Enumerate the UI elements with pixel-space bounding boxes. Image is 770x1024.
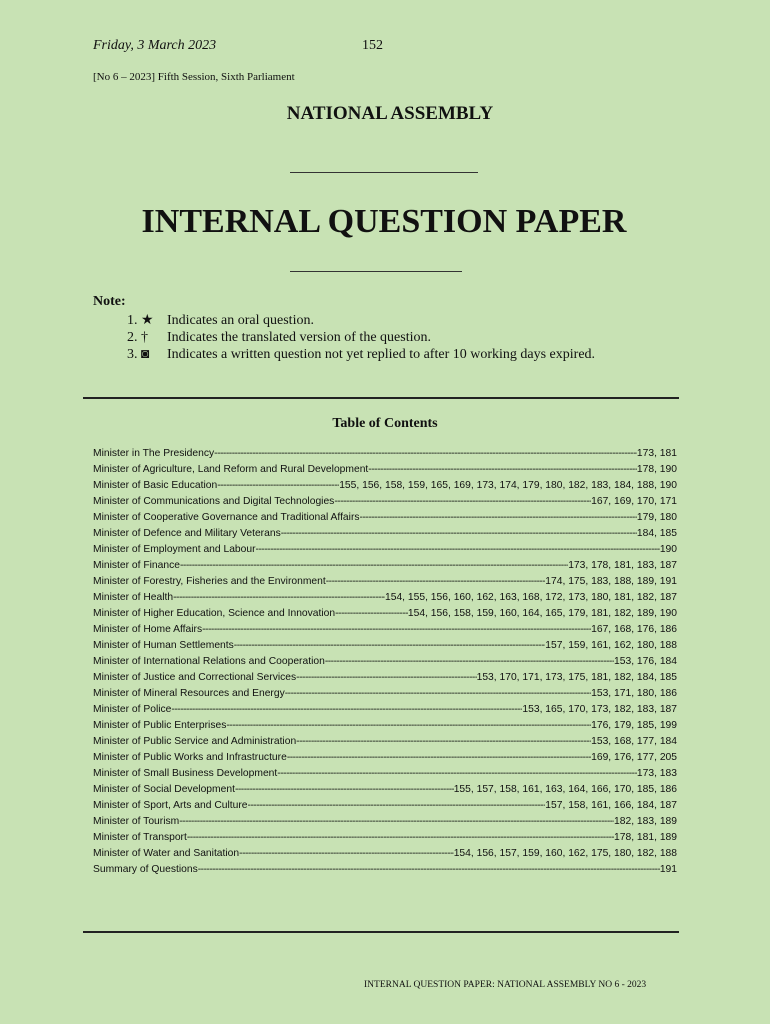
toc-entry-name: Minister of Agriculture, Land Reform and Rural Development <box>93 464 369 475</box>
page-title: INTERNAL QUESTION PAPER <box>141 203 627 240</box>
leader-dots <box>226 718 591 734</box>
toc-entry-pages: 153, 176, 184 <box>614 656 677 667</box>
leader-dots <box>171 702 522 718</box>
leader-dots <box>281 526 637 542</box>
note-item-oral <box>127 312 314 329</box>
leader-dots <box>248 798 546 814</box>
leader-dots <box>326 574 546 590</box>
divider <box>290 271 462 272</box>
divider <box>290 172 478 173</box>
toc-entry-name: Minister of Defence and Military Veterans <box>93 528 281 539</box>
toc-entry-name: Minister of Employment and Labour <box>93 544 256 555</box>
toc-entry-name: Minister of Health <box>93 592 174 603</box>
note-label: Note: <box>93 294 126 309</box>
divider <box>83 931 679 933</box>
toc-entry-pages: 153, 165, 170, 173, 182, 183, 187 <box>522 704 677 715</box>
toc-entry-name: Minister of Higher Education, Science and Innovation <box>93 608 336 619</box>
toc-entry-name: Minister of Tourism <box>93 816 180 827</box>
note-text: Indicates the translated version of the question. <box>167 330 431 345</box>
toc-entry[interactable] <box>93 862 677 878</box>
page-number: 152 <box>362 38 383 53</box>
toc-entry[interactable] <box>93 750 677 766</box>
session-label: [No 6 – 2023] Fifth Session, Sixth Parliament <box>93 71 295 83</box>
leader-dots <box>256 542 660 558</box>
leader-dots <box>214 446 637 462</box>
toc-entry[interactable] <box>93 622 677 638</box>
toc-entry[interactable] <box>93 766 677 782</box>
leader-dots <box>239 846 454 862</box>
toc-entry[interactable] <box>93 686 677 702</box>
toc-entry[interactable] <box>93 734 677 750</box>
page-footer: INTERNAL QUESTION PAPER: NATIONAL ASSEMBLY NO 6 - 2023 <box>364 980 647 990</box>
leader-dots <box>173 590 385 606</box>
leader-dots <box>234 638 546 654</box>
leader-dots <box>277 766 637 782</box>
note-text: Indicates a written question not yet replied to after 10 working days expired. <box>167 347 596 362</box>
toc-entry[interactable] <box>93 718 677 734</box>
leader-dots <box>179 814 614 830</box>
note-item-unanswered <box>127 347 595 363</box>
toc-entry[interactable] <box>93 526 677 542</box>
toc-entry-name: Minister of International Relations and Cooperation <box>93 656 325 667</box>
toc-entry-pages: 154, 156, 158, 159, 160, 164, 165, 179, 181, 182, 189, 190 <box>407 608 677 619</box>
leader-dots <box>296 734 591 750</box>
header-date: Friday, 3 March 2023 <box>93 38 217 53</box>
leader-dots <box>202 622 591 638</box>
toc-entry-name: Minister in The Presidency <box>93 448 215 459</box>
assembly-heading: NATIONAL ASSEMBLY <box>286 103 494 124</box>
toc-entry-name: Minister of Basic Education <box>93 480 218 491</box>
toc-entry-pages: 173, 183 <box>636 768 677 779</box>
leader-dots <box>217 478 339 494</box>
toc-entry-name: Minister of Justice and Correctional Services <box>93 672 297 683</box>
toc-entry-name: Minister of Human Settlements <box>93 640 234 651</box>
table-of-contents <box>93 446 677 878</box>
dagger-icon: 2. † <box>127 330 148 345</box>
leader-dots <box>360 510 637 526</box>
toc-entry[interactable] <box>93 558 677 574</box>
toc-entry[interactable] <box>93 782 677 798</box>
leader-dots <box>287 750 591 766</box>
toc-entry[interactable] <box>93 494 677 510</box>
toc-entry[interactable] <box>93 478 677 494</box>
toc-entry[interactable] <box>93 638 677 654</box>
toc-entry-pages: 153, 168, 177, 184 <box>591 736 677 747</box>
toc-entry[interactable] <box>93 574 677 590</box>
toc-entry-name: Minister of Transport <box>93 832 187 843</box>
toc-entry-name: Minister of Small Business Development <box>93 768 278 779</box>
toc-entry-pages: 190 <box>659 544 677 555</box>
toc-entry[interactable] <box>93 814 677 830</box>
leader-dots <box>335 606 408 622</box>
leader-dots <box>296 670 476 686</box>
toc-entry-pages: 155, 157, 158, 161, 163, 164, 166, 170, 185, 186 <box>453 784 677 795</box>
toc-entry-pages: 182, 183, 189 <box>614 816 677 827</box>
leader-dots <box>187 830 614 846</box>
toc-entry-name: Minister of Cooperative Governance and Traditional Affairs <box>93 512 360 523</box>
toc-entry[interactable] <box>93 654 677 670</box>
leader-dots <box>198 862 660 878</box>
toc-entry[interactable] <box>93 830 677 846</box>
toc-entry-name: Minister of Public Enterprises <box>93 720 227 731</box>
toc-entry-name: Minister of Social Development <box>93 784 235 795</box>
toc-entry-name: Minister of Forestry, Fisheries and the Environment <box>93 576 326 587</box>
toc-entry[interactable] <box>93 846 677 862</box>
leader-dots <box>334 494 591 510</box>
square-icon: 3. ◙ <box>127 347 150 362</box>
toc-entry-pages: 169, 176, 177, 205 <box>591 752 677 763</box>
toc-entry-pages: 167, 168, 176, 186 <box>591 624 677 635</box>
toc-entry-name: Minister of Finance <box>93 560 180 571</box>
toc-entry[interactable] <box>93 702 677 718</box>
leader-dots <box>325 654 614 670</box>
star-icon: 1. ★ <box>127 313 154 328</box>
toc-entry-name: Minister of Police <box>93 704 172 715</box>
toc-entry-pages: 184, 185 <box>636 528 677 539</box>
toc-entry-pages: 174, 175, 183, 188, 189, 191 <box>545 576 677 587</box>
toc-entry-pages: 153, 171, 180, 186 <box>591 688 677 699</box>
toc-entry-name: Minister of Home Affairs <box>93 624 203 635</box>
toc-entry[interactable] <box>93 798 677 814</box>
toc-entry-pages: 173, 181 <box>636 448 677 459</box>
toc-entry-pages: 154, 155, 156, 160, 162, 163, 168, 172, 173, 180, 181, 182, 187 <box>385 592 677 603</box>
toc-entry-pages: 179, 180 <box>636 512 677 523</box>
leader-dots <box>180 558 568 574</box>
toc-entry-pages: 191 <box>659 864 677 875</box>
toc-entry[interactable] <box>93 542 677 558</box>
toc-entry-name: Minister of Water and Sanitation <box>93 848 240 859</box>
toc-entry[interactable] <box>93 590 677 606</box>
toc-entry-name: Minister of Public Service and Administration <box>93 736 297 747</box>
toc-entry-pages: 157, 158, 161, 166, 184, 187 <box>545 800 677 811</box>
toc-entry[interactable] <box>93 446 677 462</box>
toc-entry[interactable] <box>93 462 677 478</box>
note-text: Indicates an oral question. <box>167 313 314 328</box>
toc-title: Table of Contents <box>332 416 438 431</box>
toc-entry-pages: 176, 179, 185, 199 <box>591 720 677 731</box>
leader-dots <box>235 782 454 798</box>
toc-entry[interactable] <box>93 510 677 526</box>
toc-entry-pages: 178, 190 <box>636 464 677 475</box>
toc-entry-name: Minister of Public Works and Infrastructure <box>93 752 287 763</box>
toc-entry[interactable] <box>93 670 677 686</box>
toc-entry-pages: 155, 156, 158, 159, 165, 169, 173, 174, 179, 180, 182, 183, 184, 188, 190 <box>339 480 677 491</box>
toc-entry-pages: 178, 181, 189 <box>614 832 677 843</box>
toc-entry-name: Minister of Communications and Digital Technologies <box>93 496 335 507</box>
toc-entry-pages: 173, 178, 181, 183, 187 <box>568 560 677 571</box>
toc-entry-pages: 154, 156, 157, 159, 160, 162, 175, 180, 182, 188 <box>453 848 677 859</box>
toc-entry-name: Minister of Mineral Resources and Energy <box>93 688 285 699</box>
leader-dots <box>368 462 637 478</box>
divider <box>83 397 679 399</box>
toc-entry[interactable] <box>93 606 677 622</box>
toc-entry-pages: 153, 170, 171, 173, 175, 181, 182, 184, 185 <box>476 672 677 683</box>
toc-entry-name: Summary of Questions <box>93 864 198 875</box>
toc-entry-pages: 167, 169, 170, 171 <box>591 496 677 507</box>
toc-entry-name: Minister of Sport, Arts and Culture <box>93 800 248 811</box>
note-item-translated <box>127 330 431 346</box>
toc-entry-pages: 157, 159, 161, 162, 180, 188 <box>545 640 677 651</box>
leader-dots <box>285 686 591 702</box>
